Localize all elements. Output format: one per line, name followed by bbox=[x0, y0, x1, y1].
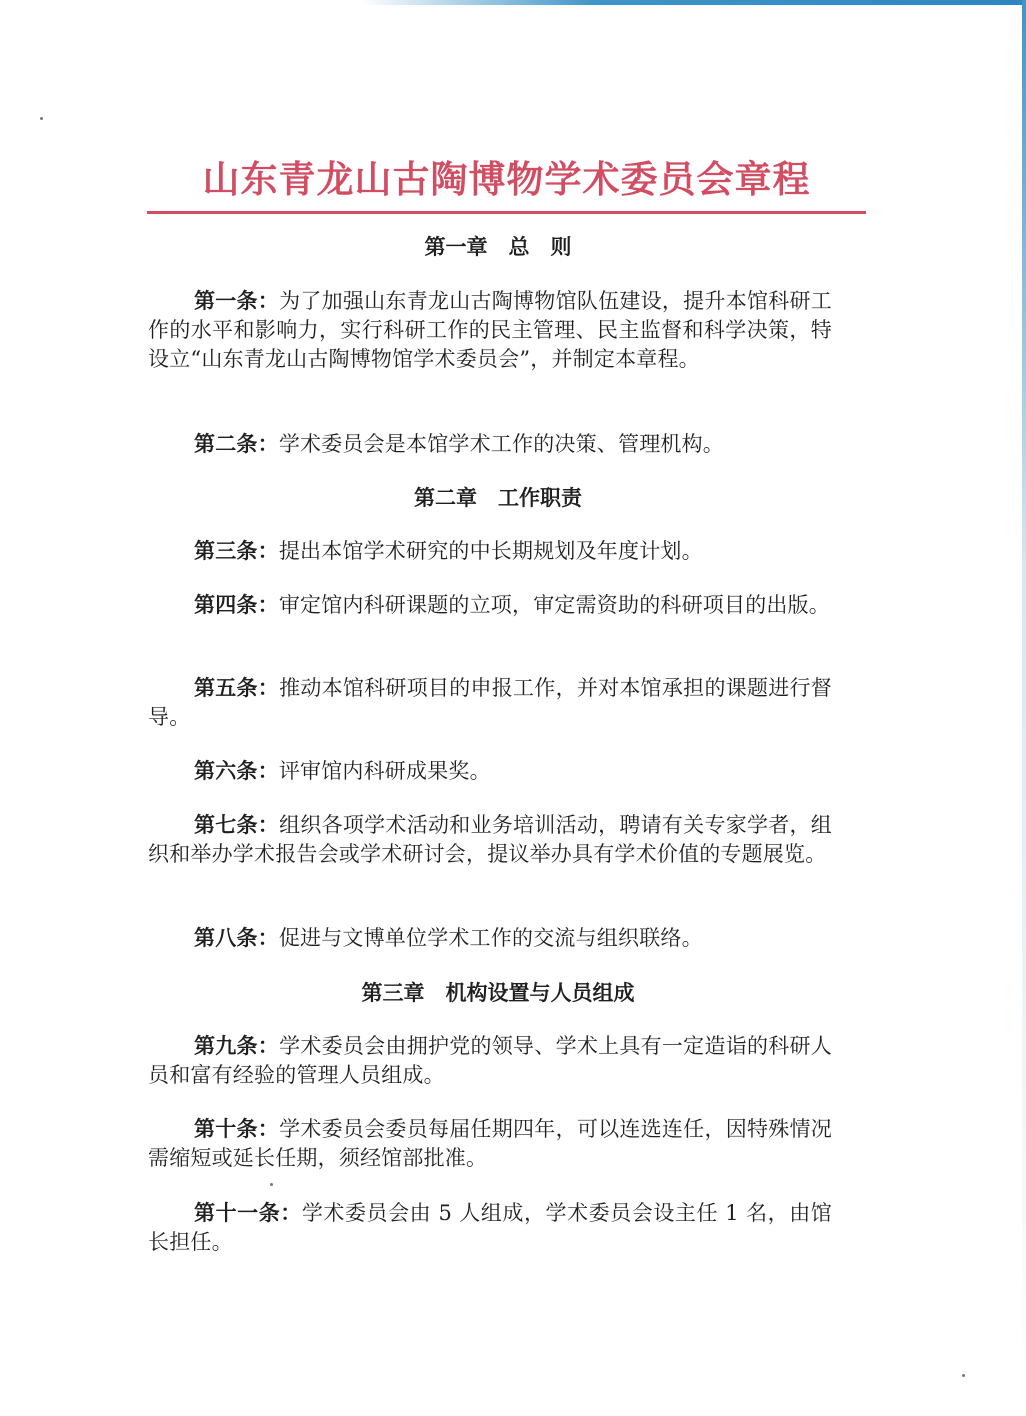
article-text: 为了加强山东青龙山古陶博物馆队伍建设，提升本馆科研工作的水平和影响力，实行科研工作的民主管理、民主监督和科学决策，特设立“山东青龙山古陶博物馆学术委员会”，并制定本章程。 bbox=[148, 289, 832, 371]
scan-speck bbox=[270, 1183, 273, 1186]
article-label: 第六条： bbox=[194, 759, 279, 783]
article-label: 第九条： bbox=[194, 1034, 280, 1058]
article-text: 学术委员会由 5 人组成，学术委员会设主任 1 名，由馆长担任。 bbox=[148, 1201, 832, 1254]
article-1 bbox=[148, 287, 832, 374]
scan-edge-top bbox=[360, 0, 1026, 5]
article-label: 第四条： bbox=[194, 593, 279, 617]
article-7 bbox=[148, 811, 832, 869]
document-title: 山东青龙山古陶博物学术委员会章程 bbox=[202, 158, 811, 201]
article-text: 促进与文博单位学术工作的交流与组织联络。 bbox=[278, 926, 703, 950]
scan-speck bbox=[40, 117, 43, 120]
article-text: 学术委员会是本馆学术工作的决策、管理机构。 bbox=[278, 432, 725, 456]
article-label: 第二条： bbox=[194, 432, 279, 456]
article-11 bbox=[148, 1199, 832, 1257]
article-10 bbox=[148, 1115, 832, 1173]
article-label: 第七条： bbox=[194, 813, 280, 837]
article-text: 评审馆内科研成果奖。 bbox=[278, 759, 491, 783]
article-8 bbox=[148, 924, 832, 953]
title-underline bbox=[147, 211, 866, 214]
chapter-heading: 第三章 机构设置与人员组成 bbox=[361, 981, 635, 1005]
article-text: 学术委员会委员每届任期四年，可以连选连任，因特殊情况需缩短或延长任期，须经馆部批准。 bbox=[148, 1117, 832, 1170]
scan-speck bbox=[962, 1374, 965, 1377]
article-6 bbox=[148, 757, 832, 786]
article-4 bbox=[148, 591, 832, 620]
article-text: 推动本馆科研项目的申报工作，并对本馆承担的课题进行督导。 bbox=[148, 676, 832, 729]
article-label: 第十一条： bbox=[194, 1201, 302, 1225]
article-label: 第八条： bbox=[194, 926, 279, 950]
scan-edge-right bbox=[1022, 0, 1026, 1416]
article-label: 第五条： bbox=[194, 676, 280, 700]
article-text: 提出本馆学术研究的中长期规划及年度计划。 bbox=[278, 539, 703, 563]
article-text: 组织各项学术活动和业务培训活动，聘请有关专家学者，组织和举办学术报告会或学术研讨会，提议举办具有学术价值的专题展览。 bbox=[148, 813, 832, 866]
article-label: 第三条： bbox=[194, 539, 279, 563]
article-text: 审定馆内科研课题的立项，审定需资助的科研项目的出版。 bbox=[278, 593, 831, 617]
chapter-heading: 第二章 工作职责 bbox=[414, 486, 582, 510]
chapter-heading: 第一章 总 则 bbox=[424, 235, 572, 259]
article-2 bbox=[148, 430, 832, 459]
article-text: 学术委员会由拥护党的领导、学术上具有一定造诣的科研人员和富有经验的管理人员组成。 bbox=[148, 1034, 832, 1087]
article-5 bbox=[148, 674, 832, 732]
article-label: 第一条： bbox=[194, 289, 280, 313]
article-label: 第十条： bbox=[194, 1117, 280, 1141]
article-3 bbox=[148, 537, 832, 566]
article-9 bbox=[148, 1032, 832, 1090]
